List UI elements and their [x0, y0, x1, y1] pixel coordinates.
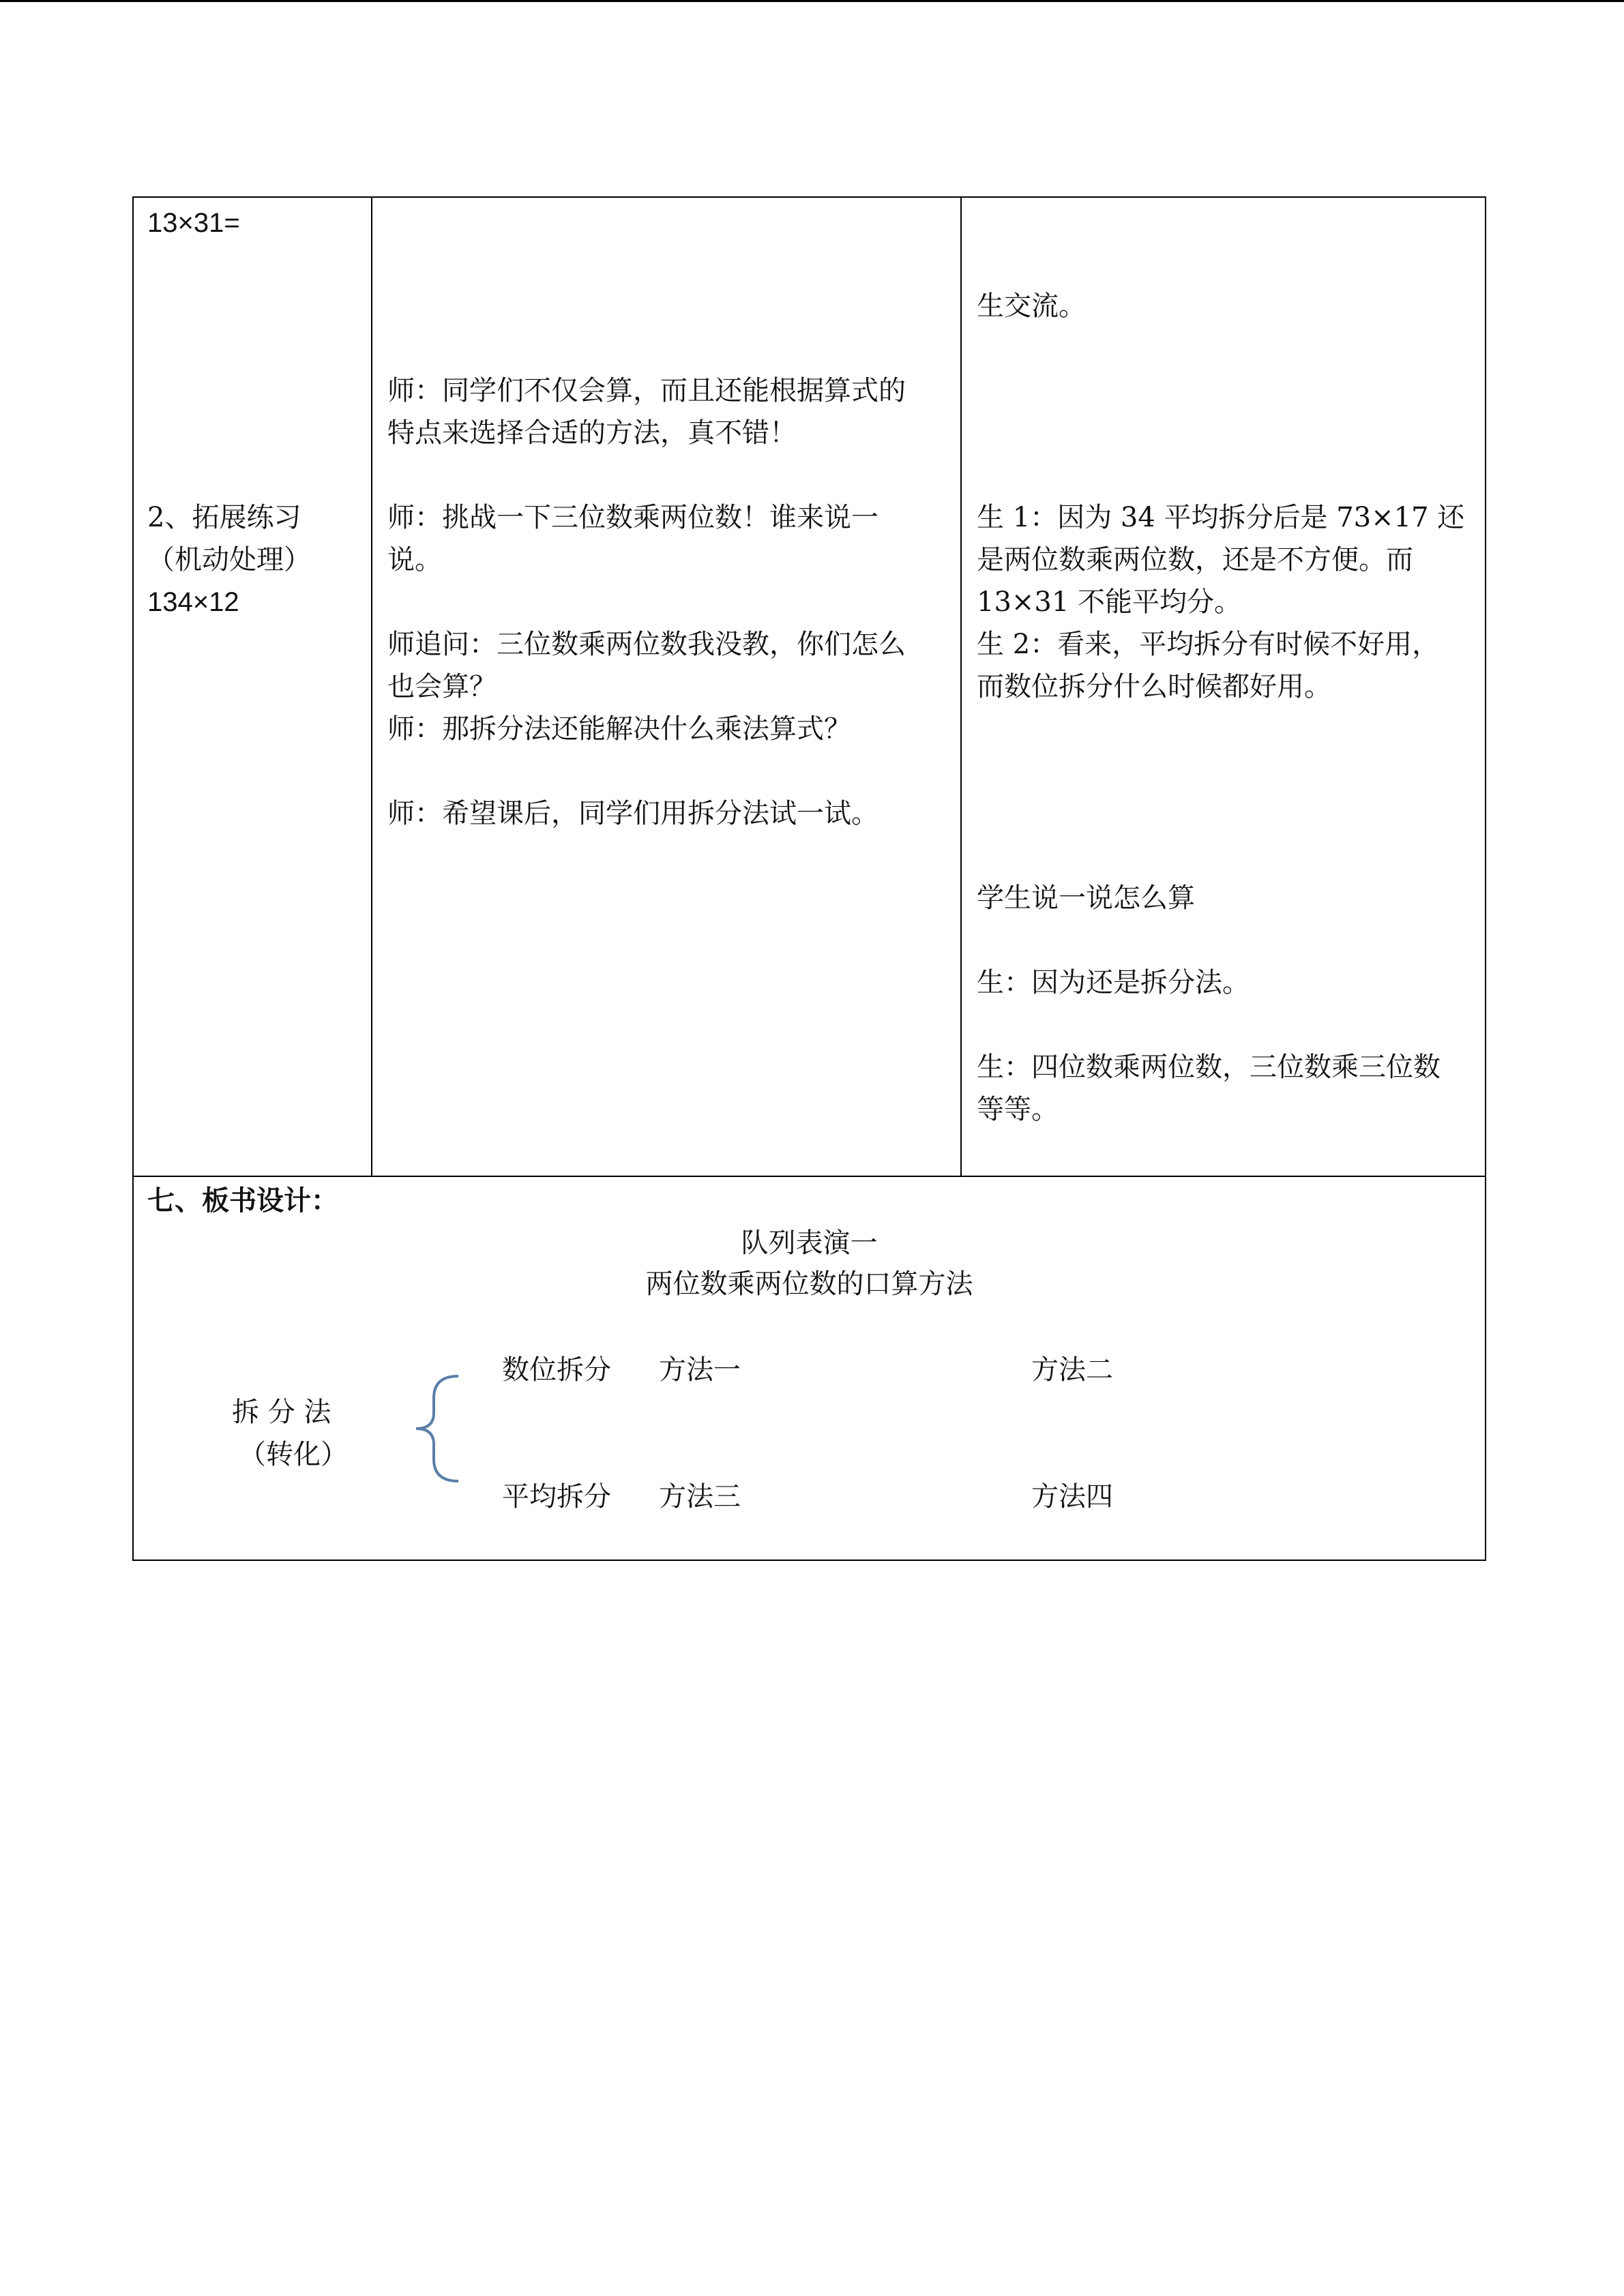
student-1-line-2: 是两位数乘两位数，还是不方便。而	[977, 544, 1413, 576]
board-design-heading: 七、板书设计：	[147, 1184, 338, 1217]
student-exchange: 生交流。	[977, 290, 1086, 322]
teacher-praise-line-1: 师：同学们不仅会算，而且还能根据算式的	[387, 375, 906, 406]
curly-brace-path	[416, 1376, 458, 1481]
teacher-followup-line-1: 师追问：三位数乘两位数我没教，你们怎么	[387, 629, 906, 660]
curly-brace-icon	[409, 1371, 464, 1487]
column-divider-2	[960, 196, 962, 1177]
student-2-line-1: 生 2：看来，平均拆分有时候不好用，	[977, 629, 1440, 660]
student-reason: 生：因为还是拆分法。	[977, 967, 1250, 998]
split-method-label: 拆 分 法	[232, 1397, 331, 1428]
board-section-divider	[132, 1176, 1486, 1177]
page-top-rule	[0, 0, 1624, 2]
teacher-hope: 师：希望课后，同学们用拆分法试一试。	[387, 798, 879, 829]
branch-digit-split: 数位拆分	[502, 1354, 611, 1386]
teacher-question: 师：那拆分法还能解决什么乘法算式？	[387, 713, 851, 745]
formula-134x12: 134×12	[147, 587, 239, 617]
teacher-praise-line-2: 特点来选择合适的方法，真不错！	[387, 417, 797, 449]
student-more-line-2: 等等。	[977, 1094, 1059, 1125]
method-2-label: 方法二	[1031, 1354, 1113, 1386]
section-2-note: （机动处理）	[147, 544, 311, 576]
board-title-line-1: 队列表演一	[741, 1227, 878, 1259]
formula-13x31: 13×31=	[147, 208, 240, 238]
method-3-label: 方法三	[659, 1481, 741, 1512]
student-more-line-1: 生：四位数乘两位数，三位数乘三位数	[977, 1052, 1441, 1083]
board-title-line-2: 两位数乘两位数的口算方法	[645, 1268, 973, 1300]
split-method-note: （转化）	[239, 1439, 348, 1470]
teacher-challenge-line-1: 师：挑战一下三位数乘两位数！谁来说一	[387, 502, 879, 533]
section-2-title: 2、拓展练习	[147, 502, 301, 533]
teacher-challenge-line-2: 说。	[387, 544, 442, 576]
branch-average-split: 平均拆分	[502, 1481, 611, 1512]
method-4-label: 方法四	[1031, 1481, 1113, 1512]
student-explain: 学生说一说怎么算	[977, 882, 1195, 914]
student-2-line-2: 而数位拆分什么时候都好用。	[977, 671, 1331, 702]
student-1-line-3: 13×31 不能平均分。	[977, 586, 1242, 618]
column-divider-1	[371, 196, 372, 1177]
method-1-label: 方法一	[659, 1354, 741, 1386]
teacher-followup-line-2: 也会算？	[387, 671, 497, 702]
student-1-line-1: 生 1：因为 34 平均拆分后是 73×17 还	[977, 502, 1465, 533]
